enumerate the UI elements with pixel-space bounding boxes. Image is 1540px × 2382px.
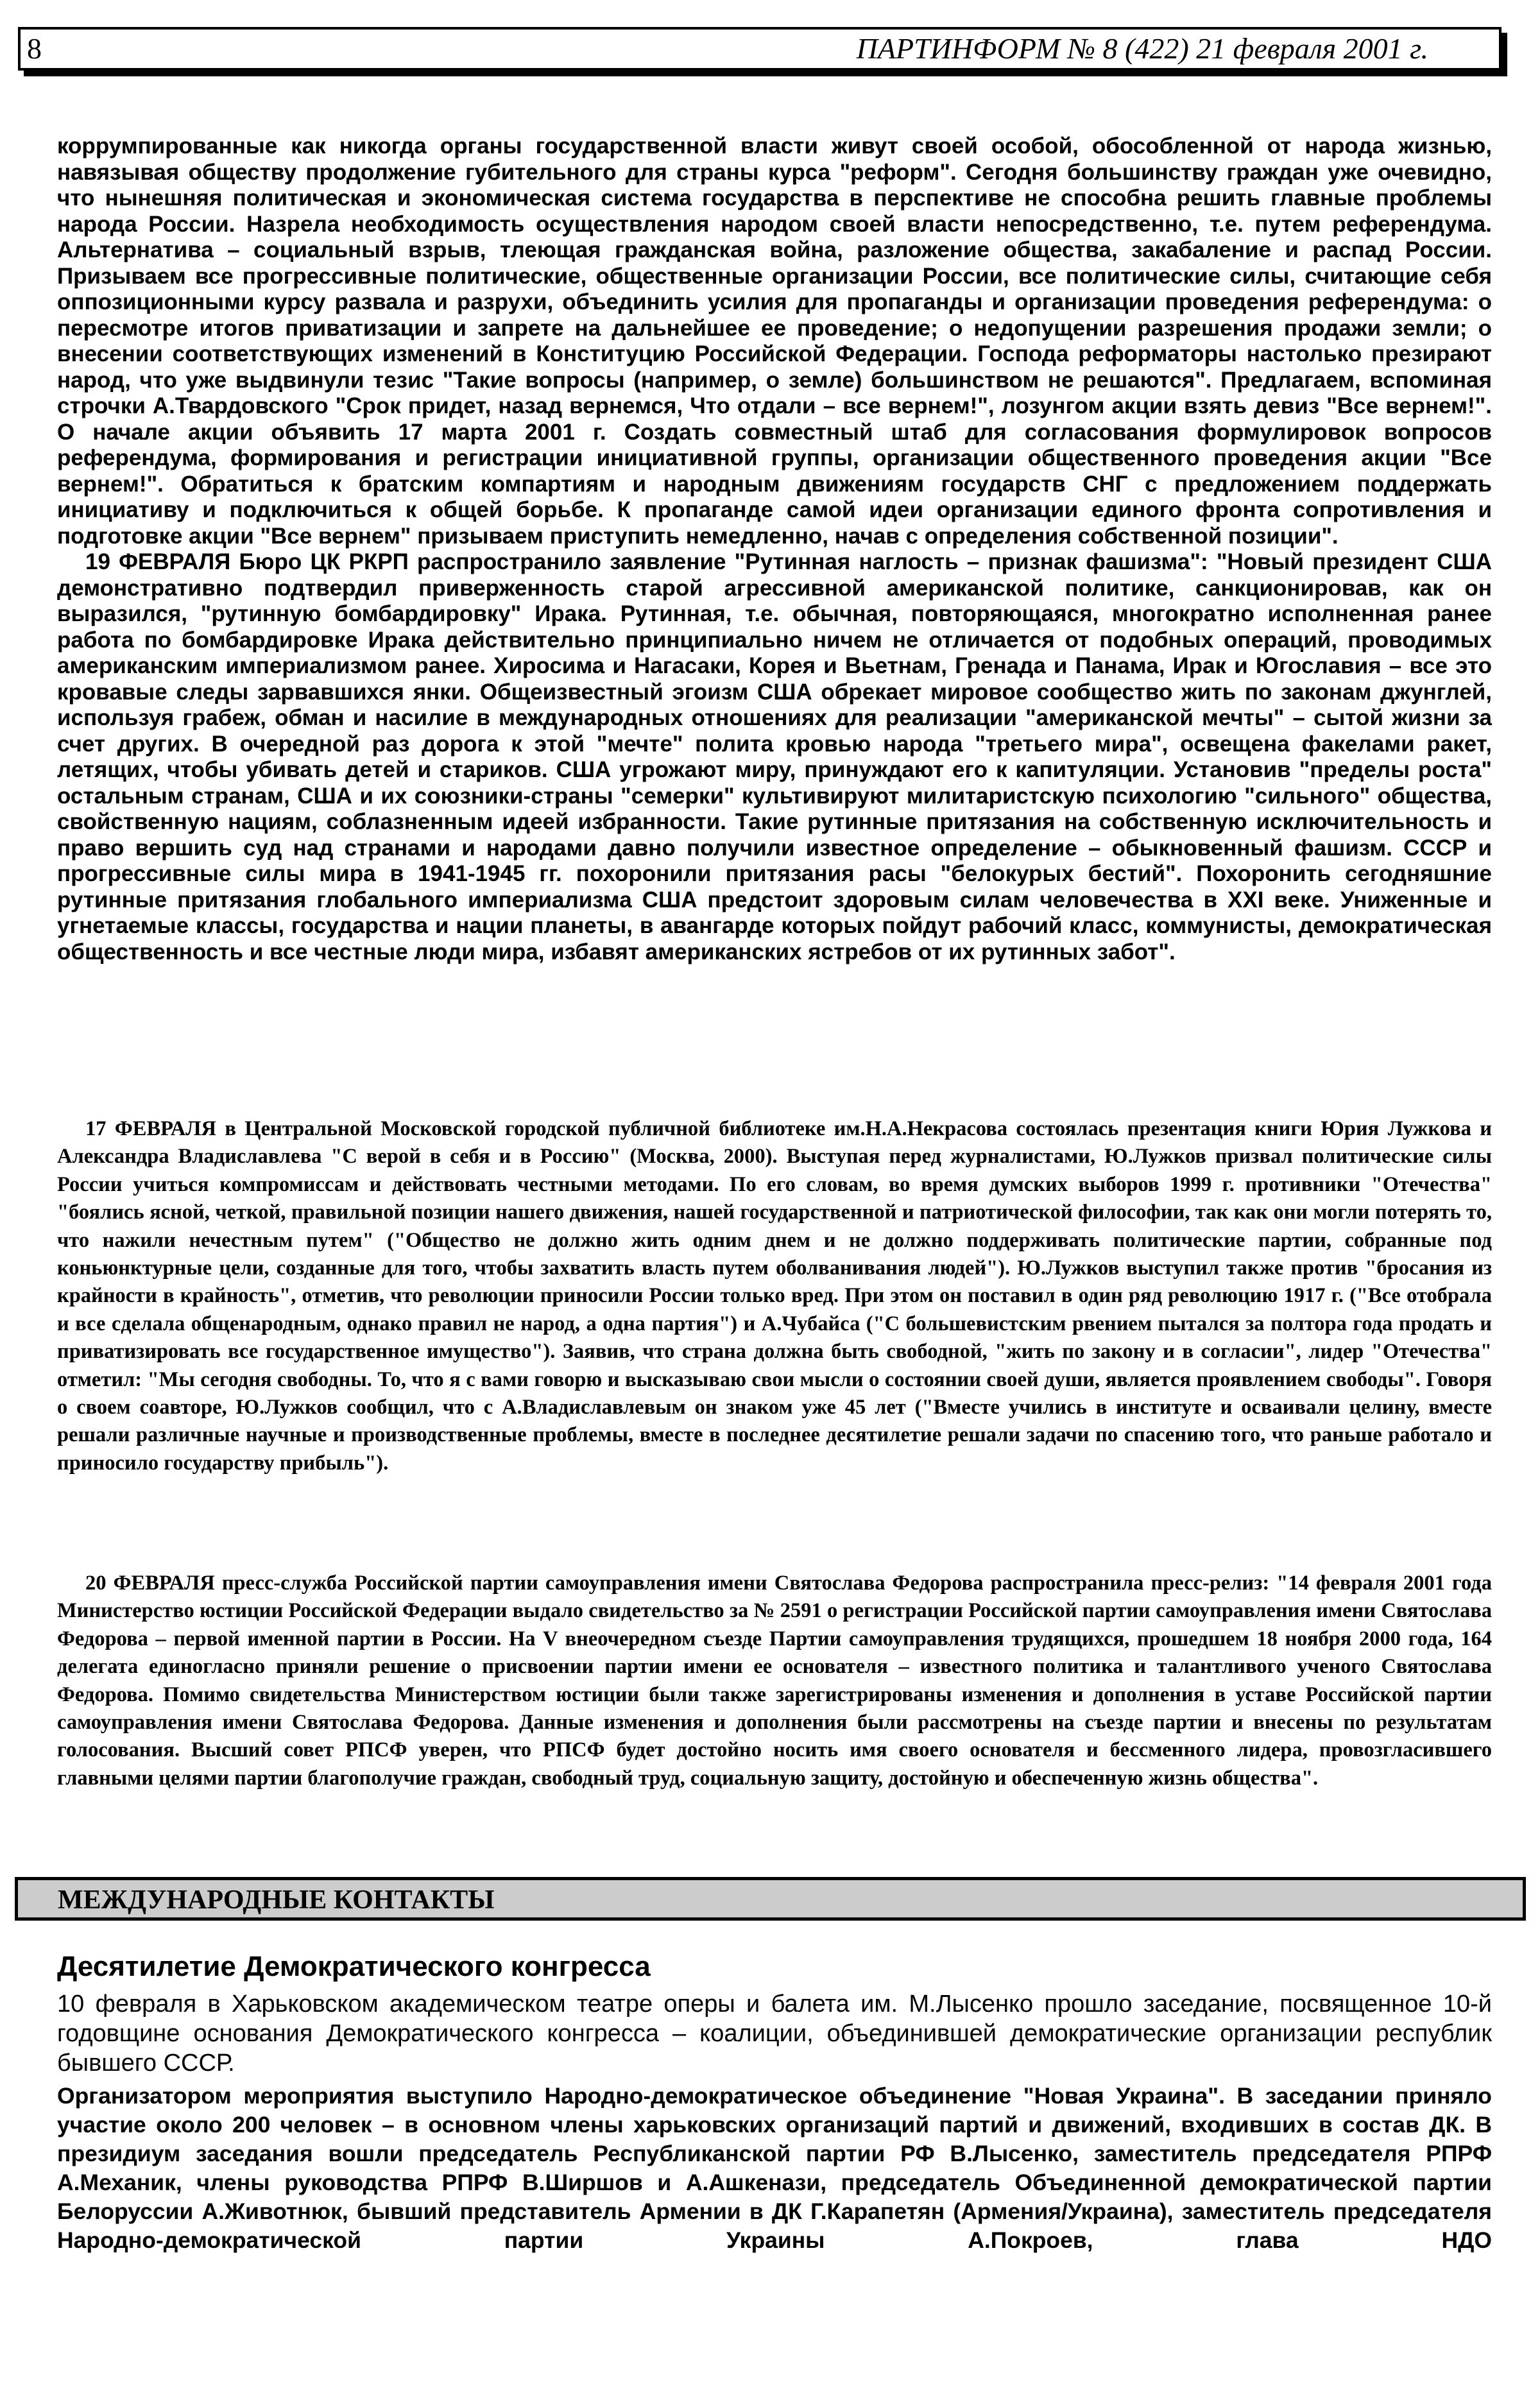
article-democratic-congress-continued [57,2082,1492,2255]
publication-title: ПАРТИНФОРМ № 8 (422) 21 февраля 2001 г. [856,32,1428,65]
page-number: 8 [27,32,42,65]
paragraph: коррумпированные как никогда органы государственной власти живут своей особой, обособленной от народа жизнью, навязывая обществу продолжение губительного для страны курса "реформ". Сегодня большинству граждан уже очевидно, что нынешняя политическая и экономическая система государства в перспективе не способна решить главные проблемы народа России. Назрела необходимость осуществления народом своей власти непосредственно, т.е. путем референдума. Альтернатива – социальный взрыв, тлеющая гражданская война, разложение общества, закабаление и распад России. Призываем все прогрессивные политические, общественные организации России, все политические силы, считающие себя оппозиционными курсу развала и разрухи, объединить усилия для пропаганды и организации проведения референдума: о пересмотре итогов приватизации и запрете на дальнейшее ее проведение; о недопущении разрешения продажи земли; о внесении соответствующих изменений в Конституцию Российской Федерации. Господа реформаторы настолько презирают народ, что уже выдвинули тезис "Такие вопросы (например, о земле) большинством не решаются". Предлагаем, вспоминая строчки А.Твардовского "Срок придет, назад вернемся, Что отдали – все вернем!", лозунгом акции взять девиз "Все вернем!". О начале акции объявить 17 марта 2001 г. Создать совместный штаб для согласования формулировок вопросов референдума, формирования и регистрации инициативной группы, организации общественного проведения акции "Все вернем!". Обратиться к братским компартиям и народным движениям государств СНГ с предложением поддержать инициативу и подключиться к общей борьбе. К пропаганде самой идеи организации единого фронта сопротивления и подготовке акции "Все вернем" призываем приступить немедленно, начав с определения собственной позиции". [57,133,1492,549]
page-header [18,27,1502,71]
article-referendum-and-statement [57,133,1492,965]
paragraph: 19 ФЕВРАЛЯ Бюро ЦК РКРП распространило заявление "Рутинная наглость – признак фашизма": "Новый президент США демонстративно подтвердил приверженность старой агрессивной американской политике, санкционировав, как он выразился, "рутинную бомбардировку" Ирака. Рутинная, т.е. обычная, повторяющаяся, многократно исполненная ранее работа по бомбардировке Ирака действительно принципиально ничем не отличается от подобных операций, проводимых американским империализмом ранее. Хиросима и Нагасаки, Корея и Вьетнам, Гренада и Панама, Ирак и Югославия – все это кровавые следы зарвавшихся янки. Общеизвестный эгоизм США обрекает мировое сообщество жить по законам джунглей, используя грабеж, обман и насилие в международных отношениях для реализации "американской мечты" – сытой жизни за счет других. В очередной раз дорога к этой "мечте" полита кровью народа "третьего мира", освещена факелами ракет, летящих, чтобы убивать детей и стариков. США угрожают миру, принуждают его к капитуляции. Установив "пределы роста" остальным странам, США и их союзники-страны "семерки" культивируют милитаристскую психологию "сильного" общества, свойственную нациям, соблазненным идеей избранности. Такие рутинные притязания на собственную исключительность и право вершить суд над странами и народами давно получили известное определение – обыкновенный фашизм. СССР и прогрессивные силы мира в 1941-1945 гг. похоронили притязания расы "белокурых бестий". Похоронить сегодняшние рутинные притязания глобального империализма США предстоит здоровым силам человечества в XXI веке. Униженные и угнетаемые классы, государства и нации планеты, в авангарде которых пойдут рабочий класс, коммунисты, демократическая общественность и все честные люди мира, избавят американских ястребов от их рутинных забот". [57,549,1492,964]
article-luzhkov-book [57,1115,1492,1477]
paragraph: 10 февраля в Харьковском академическом театре оперы и балета им. М.Лысенко прошло заседание, посвященное 10-й годовщине основания Демократического конгресса – коалиции, объединившей демократические организации республик бывшего СССР. [57,1991,1492,2077]
paragraph: 20 ФЕВРАЛЯ пресс-служба Российской партии самоуправления имени Святослава Федорова распространила пресс-релиз: "14 февраля 2001 года Министерство юстиции Российской Федерации выдало свидетельство за № 2591 о регистрации Российской партии самоуправления имени Святослава Федорова – первой именной партии в России. На V внеочередном съезде Партии самоуправления трудящихся, прошедшем 18 ноября 2000 года, 164 делегата единогласно приняли решение о присвоении партии имени ее основателя – известного политика и талантливого ученого Святослава Федорова. Помимо свидетельства Министерством юстиции были также зарегистрированы изменения и дополнения в уставе Российской партии самоуправления имени Святослава Федорова. Данные изменения и дополнения были рассмотрены на съезде партии и внесены по результатам голосования. Высший совет РПСФ уверен, что РПСФ будет достойно носить имя своего основателя и бессменного лидера, провозгласившего главными целями партии благополучие граждан, свободный труд, социальную защиту, достойную и обеспеченную жизнь общества". [57,1572,1492,1790]
paragraph: Организатором мероприятия выступило Народно-демократическое объединение "Новая Украина". В заседании приняло участие около 200 человек – в основном члены харьковских организаций партий и движений, входивших в состав ДК. В президиум заседания вошли председатель Республиканской партии РФ В.Лысенко, заместитель председателя РПРФ А.Механик, члены руководства РПРФ В.Ширшов и А.Ашкенази, председатель Объединенной демократической партии Белоруссии А.Животнюк, бывший представитель Армении в ДК Г.Карапетян (Армения/Украина), заместитель председателя Народно-демократической партии Украины А.Покроев, глава НДО [57,2083,1492,2253]
section-banner [15,1877,1526,1921]
paragraph: 17 ФЕВРАЛЯ в Центральной Московской городской публичной библиотеке им.Н.А.Некрасова состоялась презентация книги Юрия Лужкова и Александра Владиславлева "С верой в себя и в Россию" (Москва, 2000). Выступая перед журналистами, Ю.Лужков призвал политические силы России учиться компромиссам и действовать честными методами. По его словам, во время думских выборов 1999 г. противники "Отечества" "боялись ясной, четкой, правильной позиции нашего движения, нашей государственной и патриотической философии, так как они могли потерять то, что нажили нечестным путем" ("Общество не должно жить одним днем и не должно поддерживать политические партии, собранные под коньюнктурные цели, созданные для того, чтобы захватить власть путем оболванивания людей"). Ю.Лужков выступил также против "бросания из крайности в крайность", отметив, что революции приносили России только вред. При этом он поставил в один ряд революцию 1917 г. ("Все отобрала и все сделала общенародным, однако правил не народ, а одна партия") и А.Чубайса ("С большевистским рвением пытался за полтора года продать и приватизировать все государственное имущество"). Заявив, что страна должна быть свободной, "жить по закону и в согласии", лидер "Отечества" отметил: "Мы сегодня свободны. То, что я с вами говорю и высказываю свои мысли о состоянии своей души, является проявлением свободы". Говоря о своем соавторе, Ю.Лужков сообщил, что с А.Владиславлевым он знаком уже 45 лет ("Вместе учились в институте и осваивали целину, вместе решали различные научные и производственные проблемы, вместе в последнее десятилетие решали задачи по спасению того, что раньше работало и приносило государству прибыль"). [57,1117,1492,1475]
section-title: МЕЖДУНАРОДНЫЕ КОНТАКТЫ [58,1885,495,1915]
article-democratic-congress [57,1989,1492,2078]
article-heading: Десятилетие Демократического конгресса [57,1951,651,1982]
article-rpsf-registration [57,1570,1492,1792]
